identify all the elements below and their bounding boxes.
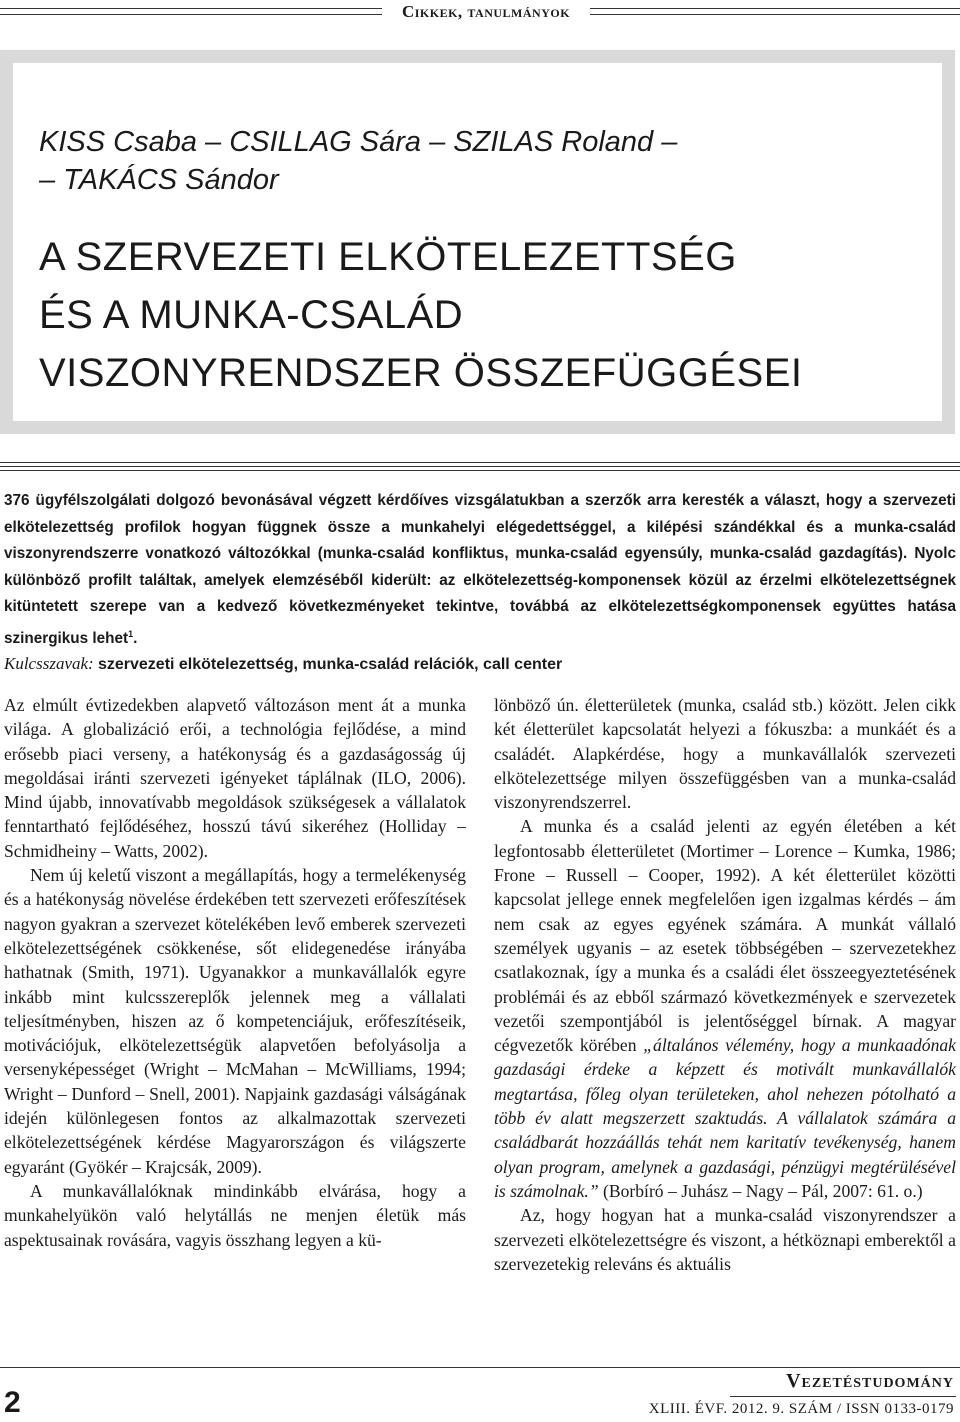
right-paragraph-2-text: A munka és a család jelenti az egyén életében a két legfontosabb életterületet (Mortimer – Lorence – Kumka, 1986; Frone – Russell – Cooper, 1992). A két életterület közötti kapcsolat jellege ennek megfelelően igen izgalmas kérdés – ám nem csak az egyes egyének számára. A munkát vállaló személyek ugyanis – az esetek többségében – szervezetekhez csatlakoznak, így a munka és a családi élet összeegyeztetésének problémái és az ebből származó következmények e szervezetek vezetői szempontjából is jelentőséggel bírnak. A magyar cégvezetők körében: [494, 816, 956, 1056]
left-column: [4, 693, 466, 1252]
issue-info: XLIII. ÉVF. 2012. 9. SZÁM / ISSN 0133-0179: [648, 1401, 954, 1417]
left-paragraph-2: Nem új keletű viszont a megállapítás, hogy a termelékenység és a hatékonyság növelése érdekében tett szervezeti erőfeszítések nagyon gyakran a szervezet kötelékében levő emberek szervezeti elkötelezettségének csökkenése, sőt elidegenedése irányába hathatnak (Smith, 1971). Ugyanakkor a munkavállalók egyre inkább mint kulcsszereplők jelennek meg a vállalati teljesítményben, hiszen az ő kompetenciájuk, erőfeszítéseik, motivációjuk, elkötelezettségük alapvetően befolyásolja a versenyképességet (Wright – McMahan – McWilliams, 1994; Wright – Dunford – Snell, 2001). Napjaink gazdasági válságának idején különlegesen fontos az alkalmazottak szervezeti elkötelezettségének kérdése Magyarországon és világszerte egyaránt (Gyökér – Krajcsák, 2009).: [4, 865, 466, 1177]
authors-line-2: – TAKÁCS Sándor: [39, 164, 279, 196]
right-paragraph-3: Az, hogy hogyan hat a munka-család viszonyrendszer a szervezeti elkötelezettségre és viszont, a hétköznapi emberektől a szervezetekig releváns és aktuális: [494, 1205, 956, 1274]
divider-rule-3: [0, 470, 960, 471]
article-title: [39, 228, 803, 402]
title-line-1: A SZERVEZETI ELKÖTELEZETTSÉG: [39, 235, 737, 279]
abstract-text: 376 ügyfélszolgálati dolgozó bevonásával végzett kérdőíves vizsgálatukban a szerzők arra keresték a választ, hogy a szervezeti elkötelezettség profilok hogyan függnek össze a munkahelyi elégedettséggel, a kilépési szándékkal és a munka-család viszonyrendszerre vonatkozó változókkal (munka-család konfliktus, munka-család egyensúly, munka-család gazdagítás). Nyolc különböző profilt találtak, amelyek elemzéséből kiderült: az elkötelezettség-komponensek közül az érzelmi elkötelezettségnek kitüntetett szerepe van a kedvező következményeket tekintve, továbbá az elkötelezettségkomponensek együttes hatása szinergikus lehet: [4, 492, 956, 648]
abstract: [4, 488, 956, 653]
title-box: [0, 50, 955, 434]
title-line-2: ÉS A MUNKA-CSALÁD: [39, 293, 464, 337]
keywords: [4, 651, 956, 678]
keywords-text: szervezeti elkötelezettség, munka-család relációk, call center: [97, 656, 563, 673]
title-box-inner: [13, 63, 942, 421]
footer-rule-1: [0, 1367, 960, 1368]
journal-rule: [730, 1396, 956, 1397]
header-rule-right: [590, 8, 960, 15]
divider-rule-1: [0, 462, 960, 463]
authors-line-1: KISS Csaba – CSILLAG Sára – SZILAS Roland –: [39, 126, 678, 158]
header-rule-left: [0, 8, 382, 15]
left-paragraph-3: A munkavállalóknak mindinkább elvárása, hogy a munkahelyükön való helytállás ne menjen életük más aspektusainak rovására, vagyis összhang legyen a kü-: [4, 1180, 466, 1250]
left-paragraph-1: Az elmúlt évtizedekben alapvető változáson ment át a munka világa. A globalizáció erői, a technológia fejlődése, a mind erősebb piaci verseny, a hatékonyság és a gazdaságosság új megoldásai iránti szervezeti igényeket táplálnak (ILO, 2006). Mind újabb, innovatívabb megoldások szükségesek a vállalatok fenntartható fejlődéséhez, hosszú távú sikeréhez (Holliday – Schmidheiny – Watts, 2002).: [4, 695, 466, 861]
right-paragraph-2: [494, 814, 956, 1203]
title-line-3: VISZONYRENDSZER ÖSSZEFÜGGÉSEI: [39, 351, 803, 395]
page-number: 2: [4, 1386, 21, 1419]
keywords-label: Kulcsszavak:: [4, 654, 94, 673]
right-paragraph-1: lönböző ún. életterületek (munka, család stb.) között. Jelen cikk két életterület kapcsolatát helyezi a fókuszba: a munkáét és a családét. Alapkérdése, hogy a munkavállalók szervezeti elkötelezettsége milyen összefüggésben van a munka-család viszonyrendszerrel.: [494, 695, 956, 813]
abstract-end: .: [133, 630, 138, 648]
footnote-mark[interactable]: 1: [128, 628, 134, 639]
right-column: [494, 693, 956, 1276]
section-label: Cikkek, tanulmányok: [388, 2, 584, 22]
citation: (Borbíró – Juhász – Nagy – Pál, 2007: 61. o.): [598, 1180, 923, 1201]
journal-name: Vezetéstudomány: [786, 1370, 954, 1392]
divider-rule-2: [0, 466, 960, 467]
quotation: „általános vélemény, hogy a munkaadónak gazdasági érdeke a képzett és motivált munkavállalók megtartása, főleg olyan területeken, ahol nehezen pótolható a több év alatt megszerzett szaktudás. A vállalatok számára a családbarát hozzáállás tehát nem karitatív tevékenység, hanem olyan program, amelynek a gazdasági, pénzügyi megtérülésével is számolnak.”: [494, 1035, 956, 1201]
authors: [39, 123, 677, 199]
